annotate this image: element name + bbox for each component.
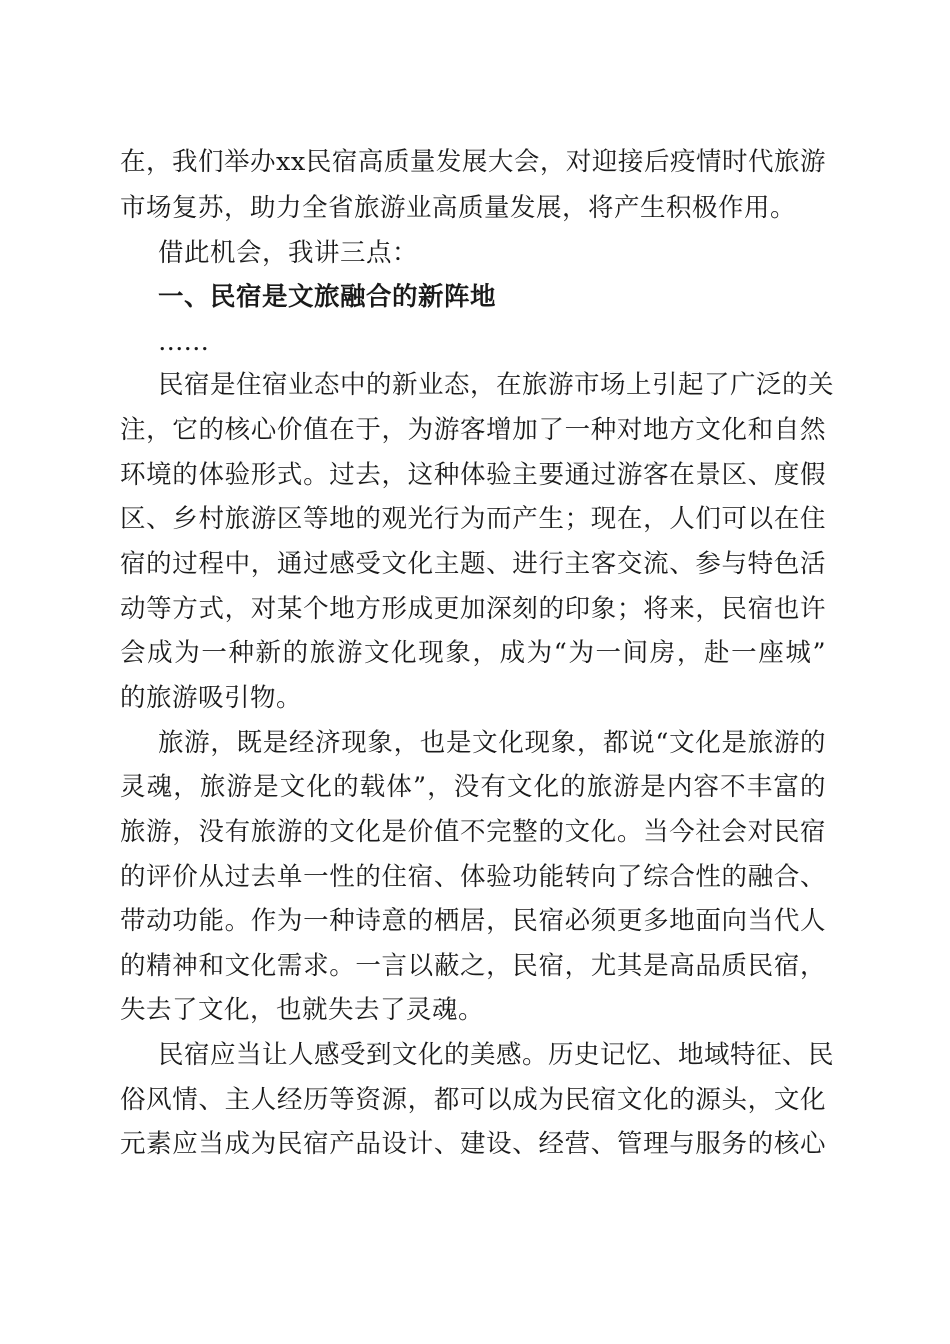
paragraph-line: 灵魂，旅游是文化的载体”，没有文化的旅游是内容不丰富的 [120, 772, 826, 802]
paragraph-line: 旅游，没有旅游的文化是价值不完整的文化。当今社会对民宿 [120, 817, 826, 847]
paragraph-line: 旅游，既是经济现象，也是文化现象，都说“文化是旅游的 [158, 728, 826, 758]
paragraph-line: 的精神和文化需求。一言以蔽之，民宿，尤其是高品质民宿， [120, 951, 826, 981]
paragraph-line: 借此机会，我讲三点： [158, 238, 419, 268]
paragraph-line: 环境的体验形式。过去，这种体验主要通过游客在景区、度假 [120, 460, 826, 490]
paragraph-line: 区、乡村旅游区等地的观光行为而产生；现在，人们可以在住 [120, 504, 826, 534]
paragraph-line: 动等方式，对某个地方形成更加深刻的印象；将来，民宿也许 [120, 594, 826, 624]
section-heading: 一、民宿是文旅融合的新阵地 [158, 282, 497, 312]
paragraph-line: 的旅游吸引物。 [120, 683, 303, 713]
paragraph-line: 带动功能。作为一种诗意的栖居，民宿必须更多地面向当代人 [120, 906, 826, 936]
paragraph-line: 会成为一种新的旅游文化现象，成为“为一间房，赴一座城” [120, 638, 826, 668]
paragraph-line: 注，它的核心价值在于，为游客增加了一种对地方文化和自然 [120, 415, 826, 445]
paragraph-line: 民宿是住宿业态中的新业态，在旅游市场上引起了广泛的关 [158, 370, 835, 400]
paragraph-line: 在，我们举办xx民宿高质量发展大会，对迎接后疫情时代旅游 [120, 147, 826, 177]
paragraph-line: 元素应当成为民宿产品设计、建设、经营、管理与服务的核心 [120, 1129, 826, 1159]
paragraph-line: 俗风情、主人经历等资源，都可以成为民宿文化的源头，文化 [120, 1085, 826, 1115]
paragraph-line: 的评价从过去单一性的住宿、体验功能转向了综合性的融合、 [120, 862, 826, 892]
ellipsis-line: …… [158, 327, 209, 357]
paragraph-line: 民宿应当让人感受到文化的美感。历史记忆、地域特征、民 [158, 1040, 835, 1070]
paragraph-line: 宿的过程中，通过感受文化主题、进行主客交流、参与特色活 [120, 549, 826, 579]
paragraph-line: 失去了文化，也就失去了灵魂。 [120, 995, 485, 1025]
paragraph-line: 市场复苏，助力全省旅游业高质量发展，将产生积极作用。 [120, 193, 797, 223]
